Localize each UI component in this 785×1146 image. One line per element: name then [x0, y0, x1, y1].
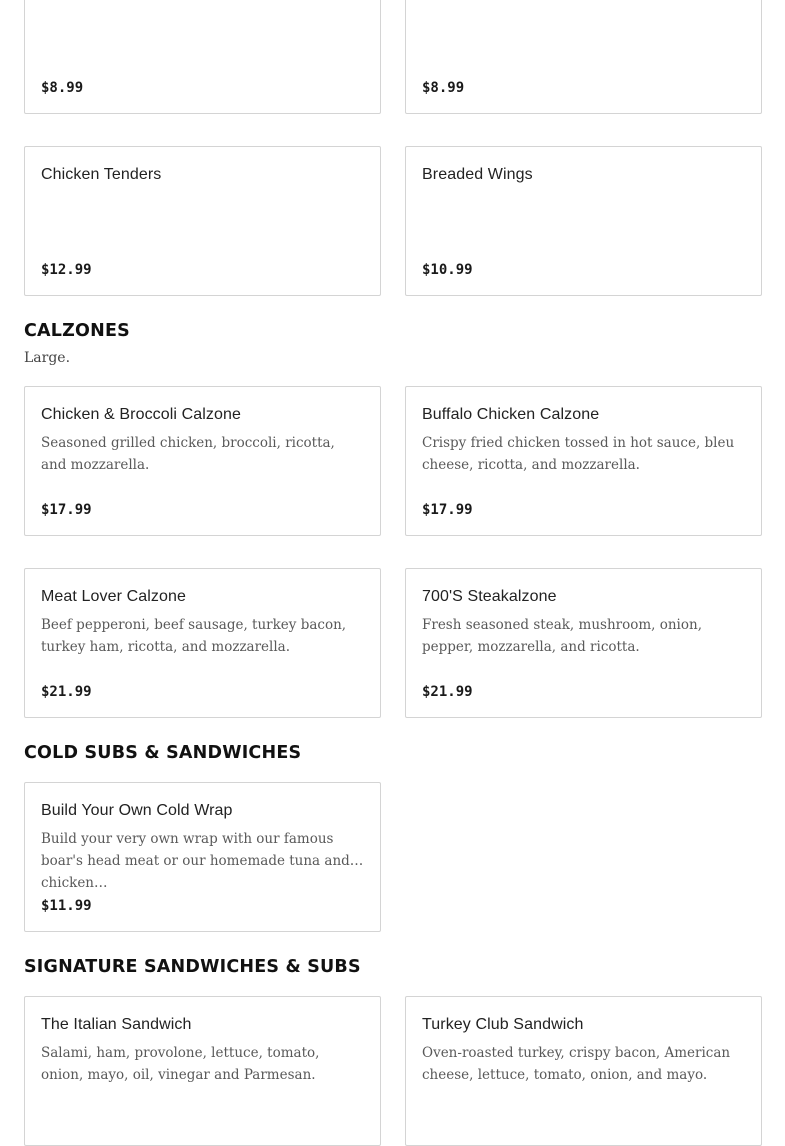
menu-item-price: $17.99: [422, 502, 473, 518]
menu-item-price: $21.99: [422, 684, 473, 700]
menu-item-italian-sandwich[interactable]: [24, 996, 381, 1146]
section-subtitle-calzones: Large.: [24, 350, 71, 366]
menu-item-chicken-tenders[interactable]: [24, 146, 381, 296]
menu-item-name: Chicken & Broccoli Calzone: [41, 406, 242, 423]
menu-item-price: $17.99: [41, 502, 92, 518]
menu-item-chicken-broccoli-calzone[interactable]: [24, 386, 381, 536]
menu-item-name: Turkey Club Sandwich: [422, 1016, 584, 1033]
menu-item-price: $11.99: [41, 898, 92, 914]
menu-item-description: Salami, ham, provolone, lettuce, tomato, onion, mayo, oil, vinegar and Parmesan.: [41, 1045, 320, 1083]
section-title-cold-subs: COLD SUBS & SANDWICHES: [24, 743, 302, 763]
menu-item-description: Oven-roasted turkey, crispy bacon, American cheese, lettuce, tomato, onion, and mayo.: [422, 1045, 731, 1083]
menu-item-name: Breaded Wings: [422, 166, 533, 183]
menu-item-description: Build your very own wrap with our famous boar's head meat or our homemade tuna and chicken…: [41, 831, 350, 891]
menu-item-buffalo-chicken-calzone[interactable]: [405, 386, 762, 536]
section-title-calzones: CALZONES: [24, 321, 130, 341]
menu-item-price: $8.99: [41, 80, 84, 96]
menu-item-price: $12.99: [41, 262, 92, 278]
menu-item-name: The Italian Sandwich: [41, 1016, 192, 1033]
menu-item-steakalzone[interactable]: [405, 568, 762, 718]
menu-item-price: $10.99: [422, 262, 473, 278]
menu-item-name: Meat Lover Calzone: [41, 588, 186, 605]
menu-item-price: $21.99: [41, 684, 92, 700]
menu-item-name: Chicken Tenders: [41, 166, 162, 183]
menu-item-meat-lover-calzone[interactable]: [24, 568, 381, 718]
menu-item-card[interactable]: [24, 0, 381, 114]
menu-item-turkey-club-sandwich[interactable]: [405, 996, 762, 1146]
menu-item-breaded-wings[interactable]: [405, 146, 762, 296]
menu-item-price: $8.99: [422, 80, 465, 96]
section-title-signature-sandwiches: SIGNATURE SANDWICHES & SUBS: [24, 957, 361, 977]
menu-item-build-your-own-cold-wrap[interactable]: [24, 782, 381, 932]
menu-item-name: Buffalo Chicken Calzone: [422, 406, 600, 423]
menu-item-description: Fresh seasoned steak, mushroom, onion, pepper, mozzarella, and ricotta.: [422, 617, 702, 655]
menu-item-name: 700'S Steakalzone: [422, 588, 557, 605]
menu-item-description: Beef pepperoni, beef sausage, turkey bacon, turkey ham, ricotta, and mozzarella.: [41, 617, 347, 655]
menu-item-description: Crispy fried chicken tossed in hot sauce, bleu cheese, ricotta, and mozzarella.: [422, 435, 735, 473]
menu-item-card[interactable]: [405, 0, 762, 114]
menu-item-description: Seasoned grilled chicken, broccoli, ricotta, and mozzarella.: [41, 435, 335, 473]
menu-item-name: Build Your Own Cold Wrap: [41, 802, 233, 819]
